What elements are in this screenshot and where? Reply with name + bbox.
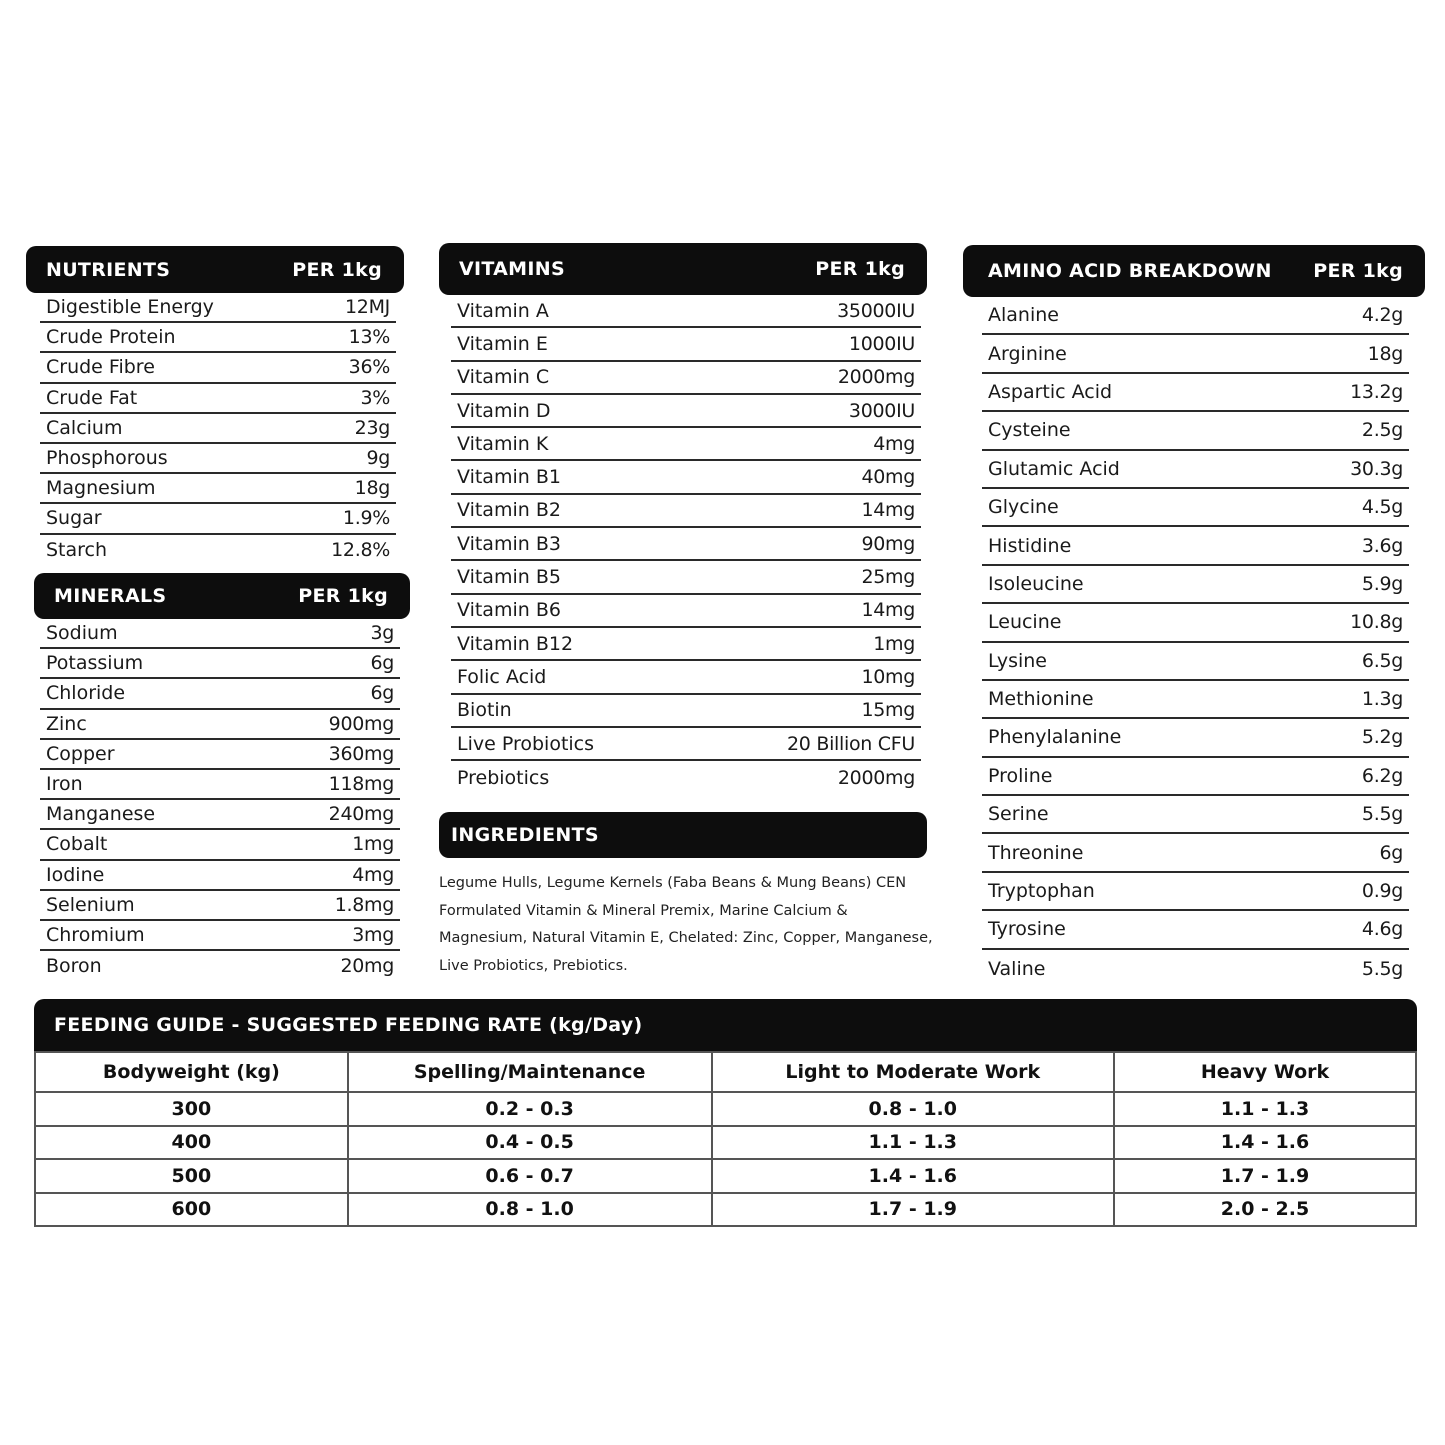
item-value: 10mg [861, 665, 915, 688]
item-value: 14mg [861, 599, 915, 622]
vitamins-panel [439, 243, 927, 794]
list-item [451, 595, 921, 628]
item-label: Chromium [46, 923, 145, 946]
list-item [982, 489, 1409, 527]
table-cell: 2.0 - 2.5 [1114, 1193, 1416, 1227]
list-item [982, 911, 1409, 949]
item-value: 6.5g [1361, 649, 1403, 672]
item-label: Phosphorous [46, 447, 168, 470]
item-label: Live Probiotics [457, 732, 595, 755]
list-item [40, 861, 400, 891]
list-item [40, 293, 396, 323]
item-value: 4.5g [1361, 496, 1403, 519]
item-value: 4.2g [1361, 304, 1403, 327]
item-value: 6g [370, 682, 394, 705]
minerals-header [34, 573, 410, 619]
item-value: 3g [370, 622, 394, 645]
item-label: Phenylalanine [988, 726, 1122, 749]
item-value: 12.8% [331, 538, 390, 561]
list-item [40, 323, 396, 353]
item-label: Arginine [988, 342, 1067, 365]
list-item [451, 495, 921, 528]
item-value: 5.5g [1361, 803, 1403, 826]
item-label: Vitamin B5 [457, 566, 561, 589]
table-cell: 1.7 - 1.9 [712, 1193, 1114, 1227]
item-label: Vitamin B1 [457, 466, 561, 489]
item-label: Aspartic Acid [988, 380, 1113, 403]
item-value: 3000IU [848, 399, 915, 422]
list-item [451, 661, 921, 694]
list-item [40, 679, 400, 709]
column-header-bodyweight: Bodyweight (kg) [35, 1052, 348, 1092]
list-item [40, 474, 396, 504]
amino-acid-unit: PER 1kg [1313, 260, 1403, 282]
table-row [35, 1126, 1416, 1160]
item-label: Crude Protein [46, 326, 176, 349]
item-value: 13.2g [1350, 380, 1403, 403]
item-value: 14mg [861, 499, 915, 522]
item-value: 40mg [861, 466, 915, 489]
list-item [40, 921, 400, 951]
item-label: Chloride [46, 682, 126, 705]
item-label: Alanine [988, 304, 1059, 327]
feeding-guide-header [34, 999, 1417, 1051]
item-value: 36% [348, 356, 390, 379]
item-value: 23g [354, 416, 390, 439]
item-label: Boron [46, 955, 102, 978]
table-row [35, 1193, 1416, 1227]
item-value: 1.9% [342, 507, 390, 530]
ingredients-header [439, 812, 927, 858]
list-item [451, 362, 921, 395]
item-value: 1mg [873, 632, 915, 655]
item-label: Digestible Energy [46, 296, 214, 319]
list-item [40, 800, 400, 830]
item-value: 900mg [328, 712, 394, 735]
item-value: 18g [354, 477, 390, 500]
table-cell: 1.1 - 1.3 [712, 1126, 1114, 1160]
item-value: 6.2g [1361, 764, 1403, 787]
list-item [982, 451, 1409, 489]
item-value: 2000mg [837, 766, 915, 789]
list-item [40, 710, 400, 740]
item-value: 1.8mg [334, 893, 394, 916]
feeding-guide-title: FEEDING GUIDE - SUGGESTED FEEDING RATE (kg/Day) [54, 1014, 643, 1036]
amino-acid-header [963, 245, 1425, 297]
table-cell: 0.8 - 1.0 [348, 1193, 712, 1227]
feeding-guide-panel [34, 999, 1417, 1227]
item-value: 90mg [861, 532, 915, 555]
table-cell: 600 [35, 1193, 348, 1227]
column-header-heavy-work: Heavy Work [1114, 1052, 1416, 1092]
nutrients-unit: PER 1kg [292, 258, 382, 281]
item-value: 118mg [328, 773, 394, 796]
item-value: 6g [1379, 841, 1403, 864]
item-label: Methionine [988, 688, 1094, 711]
list-item [982, 412, 1409, 450]
list-item [982, 374, 1409, 412]
list-item [982, 758, 1409, 796]
item-value: 9g [366, 447, 390, 470]
list-item [982, 297, 1409, 335]
item-value: 4mg [352, 863, 394, 886]
item-label: Vitamin B2 [457, 499, 561, 522]
ingredients-panel [439, 812, 933, 995]
item-label: Crude Fat [46, 386, 138, 409]
amino-acid-title: AMINO ACID BREAKDOWN [988, 260, 1272, 282]
nutrients-list [40, 293, 396, 565]
item-value: 5.9g [1361, 572, 1403, 595]
item-value: 240mg [328, 803, 394, 826]
table-cell: 1.7 - 1.9 [1114, 1159, 1416, 1193]
list-item [982, 834, 1409, 872]
item-value: 6g [370, 652, 394, 675]
list-item [451, 761, 921, 794]
item-label: Biotin [457, 699, 512, 722]
list-item [982, 604, 1409, 642]
list-item [40, 649, 400, 679]
list-item [451, 561, 921, 594]
item-value: 12MJ [345, 296, 390, 319]
table-cell: 400 [35, 1126, 348, 1160]
item-value: 2000mg [837, 366, 915, 389]
list-item [982, 566, 1409, 604]
nutrients-panel [26, 246, 404, 565]
list-item [982, 681, 1409, 719]
list-item [40, 891, 400, 921]
table-cell: 1.4 - 1.6 [1114, 1126, 1416, 1160]
table-cell: 0.6 - 0.7 [348, 1159, 712, 1193]
item-label: Copper [46, 742, 115, 765]
item-value: 3mg [352, 923, 394, 946]
minerals-panel [34, 573, 410, 981]
list-item [982, 527, 1409, 565]
item-value: 20mg [340, 955, 394, 978]
feeding-guide-table [34, 1051, 1417, 1227]
list-item [40, 535, 396, 565]
ingredients-title: INGREDIENTS [451, 824, 599, 846]
item-label: Selenium [46, 893, 135, 916]
list-item [982, 873, 1409, 911]
item-value: 1mg [352, 833, 394, 856]
item-value: 3.6g [1361, 534, 1403, 557]
item-label: Isoleucine [988, 572, 1084, 595]
item-label: Crude Fibre [46, 356, 155, 379]
item-label: Glycine [988, 496, 1059, 519]
item-label: Sodium [46, 622, 118, 645]
item-value: 13% [348, 326, 390, 349]
item-label: Zinc [46, 712, 87, 735]
list-item [451, 528, 921, 561]
item-label: Vitamin D [457, 399, 551, 422]
item-value: 5.5g [1361, 957, 1403, 980]
list-item [40, 770, 400, 800]
table-row [35, 1092, 1416, 1126]
item-value: 1.3g [1361, 688, 1403, 711]
minerals-list [40, 619, 400, 981]
table-cell: 500 [35, 1159, 348, 1193]
item-label: Histidine [988, 534, 1072, 557]
item-value: 2.5g [1361, 419, 1403, 442]
item-label: Sugar [46, 507, 102, 530]
list-item [40, 951, 400, 981]
list-item [40, 444, 396, 474]
item-label: Potassium [46, 652, 144, 675]
item-value: 35000IU [837, 299, 915, 322]
item-value: 0.9g [1361, 880, 1403, 903]
list-item [982, 643, 1409, 681]
item-label: Vitamin E [457, 332, 548, 355]
item-value: 1000IU [848, 332, 915, 355]
item-label: Glutamic Acid [988, 457, 1120, 480]
item-label: Calcium [46, 416, 123, 439]
list-item [40, 619, 400, 649]
item-label: Tryptophan [988, 880, 1095, 903]
vitamins-list [451, 295, 921, 794]
item-value: 3% [360, 386, 390, 409]
list-item [451, 628, 921, 661]
item-value: 5.2g [1361, 726, 1403, 749]
list-item [451, 295, 921, 328]
nutrients-title: NUTRIENTS [46, 258, 171, 281]
item-label: Leucine [988, 611, 1062, 634]
item-label: Vitamin C [457, 366, 550, 389]
item-value: 15mg [861, 699, 915, 722]
list-item [40, 414, 396, 444]
item-value: 30.3g [1350, 457, 1403, 480]
item-label: Folic Acid [457, 665, 547, 688]
item-label: Manganese [46, 803, 156, 826]
list-item [451, 395, 921, 428]
item-value: 10.8g [1350, 611, 1403, 634]
ingredients-text: Legume Hulls, Legume Kernels (Faba Beans & Mung Beans) CEN Formulated Vitamin & Mineral Premix, Marine Calcium & Magnesium, Natural Vitamin E, Chelated: Zinc, Copper, Manganese, Live Probiotics, Prebiotics. [439, 875, 933, 974]
list-item [40, 830, 400, 860]
vitamins-header [439, 243, 927, 295]
list-item [451, 328, 921, 361]
table-cell: 0.8 - 1.0 [712, 1092, 1114, 1126]
item-value: 25mg [861, 566, 915, 589]
table-row [35, 1159, 1416, 1193]
list-item [451, 728, 921, 761]
list-item [451, 461, 921, 494]
nutrients-header [26, 246, 404, 293]
list-item [982, 719, 1409, 757]
list-item [982, 950, 1409, 988]
table-cell: 0.2 - 0.3 [348, 1092, 712, 1126]
item-label: Valine [988, 957, 1046, 980]
table-cell: 1.4 - 1.6 [712, 1159, 1114, 1193]
minerals-title: MINERALS [54, 585, 167, 607]
item-value: 360mg [328, 742, 394, 765]
item-label: Threonine [988, 841, 1084, 864]
item-label: Cysteine [988, 419, 1071, 442]
item-label: Iodine [46, 863, 105, 886]
list-item [451, 695, 921, 728]
vitamins-unit: PER 1kg [815, 258, 905, 280]
list-item [982, 796, 1409, 834]
item-label: Vitamin B6 [457, 599, 561, 622]
list-item [40, 353, 396, 383]
list-item [40, 504, 396, 534]
item-label: Prebiotics [457, 766, 550, 789]
item-label: Serine [988, 803, 1049, 826]
list-item [982, 335, 1409, 373]
table-cell: 0.4 - 0.5 [348, 1126, 712, 1160]
table-cell: 1.1 - 1.3 [1114, 1092, 1416, 1126]
item-label: Iron [46, 773, 83, 796]
feeding-guide-header-row [35, 1052, 1416, 1092]
item-value: 18g [1367, 342, 1403, 365]
item-value: 4.6g [1361, 918, 1403, 941]
minerals-unit: PER 1kg [298, 585, 388, 607]
column-header-maintenance: Spelling/Maintenance [348, 1052, 712, 1092]
item-label: Vitamin K [457, 432, 549, 455]
item-value: 20 Billion CFU [787, 732, 915, 755]
column-header-light-work: Light to Moderate Work [712, 1052, 1114, 1092]
vitamins-title: VITAMINS [459, 258, 565, 280]
list-item [40, 740, 400, 770]
item-label: Tyrosine [988, 918, 1066, 941]
amino-acid-list [982, 297, 1409, 988]
item-label: Proline [988, 764, 1053, 787]
amino-acid-panel [963, 245, 1425, 988]
item-label: Vitamin B12 [457, 632, 574, 655]
list-item [451, 428, 921, 461]
list-item [40, 384, 396, 414]
item-label: Lysine [988, 649, 1047, 672]
item-label: Vitamin A [457, 299, 549, 322]
item-label: Magnesium [46, 477, 156, 500]
item-value: 4mg [873, 432, 915, 455]
item-label: Starch [46, 538, 108, 561]
item-label: Vitamin B3 [457, 532, 561, 555]
table-cell: 300 [35, 1092, 348, 1126]
item-label: Cobalt [46, 833, 108, 856]
